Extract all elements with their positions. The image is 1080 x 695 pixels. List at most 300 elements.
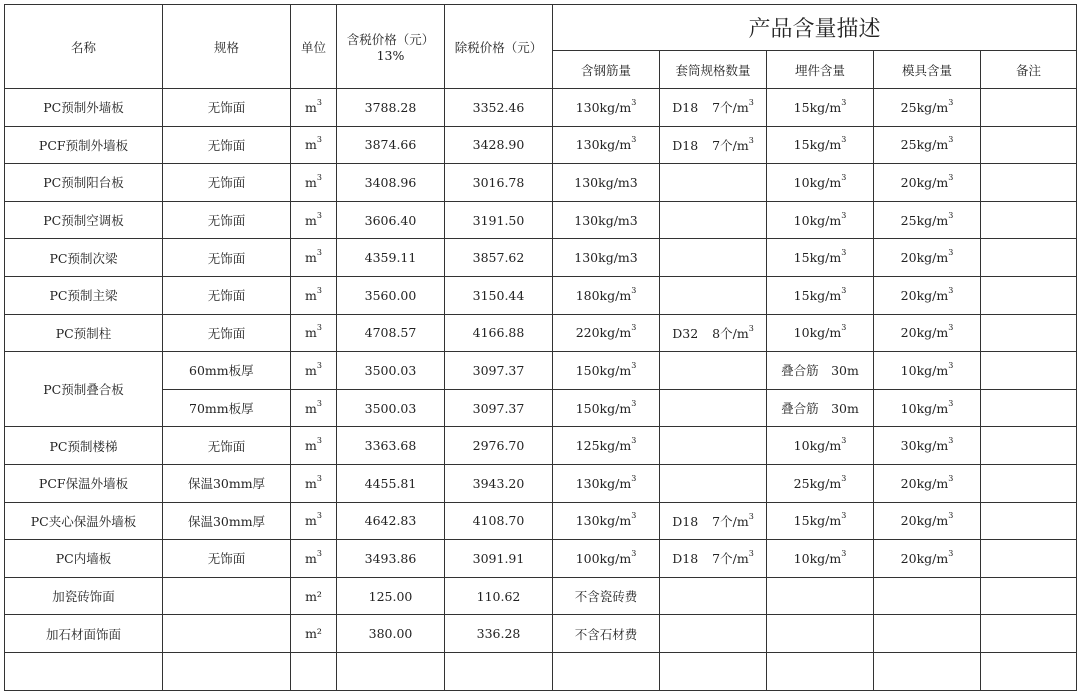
cell-note [981, 89, 1077, 127]
price-notax-text: 3097.37 [472, 362, 525, 378]
steel-base: 125kg/m [575, 438, 632, 454]
cell-embed [767, 427, 874, 465]
cell-sleeve [660, 577, 767, 615]
price-tax-text: 3493.86 [364, 550, 417, 566]
cell-price-tax [337, 89, 445, 127]
cell-steel [553, 464, 660, 502]
name-text: 加石材面饰面 [45, 626, 121, 642]
cell-name [5, 239, 163, 277]
cell-price-notax [445, 389, 553, 427]
cell-note [981, 126, 1077, 164]
cell-mold [874, 276, 981, 314]
cell-sleeve [660, 201, 767, 239]
cell-price-notax [445, 201, 553, 239]
cell-unit [291, 352, 337, 390]
cell-sleeve [660, 652, 767, 690]
cell-note [981, 239, 1077, 277]
cell-unit [291, 389, 337, 427]
cell-price-notax [445, 652, 553, 690]
steel-base: 130kg/m [575, 475, 632, 491]
spec-text: 无饰面 [207, 551, 246, 567]
cell-steel [553, 652, 660, 690]
steel-exp: 3 [631, 135, 637, 145]
cell-note [981, 314, 1077, 352]
name-text: PC预制次梁 [49, 250, 118, 266]
spec-text: 60mm板厚 [189, 363, 254, 379]
cell-sleeve [660, 615, 767, 653]
unit-base: m [305, 400, 317, 416]
table-row [5, 239, 1077, 277]
cell-price-tax [337, 314, 445, 352]
embed-base: 10kg/m [793, 174, 842, 190]
table-row [5, 201, 1077, 239]
unit-exp: 3 [316, 473, 322, 483]
sleeve-exp: 3 [748, 135, 754, 145]
spec-text: 无饰面 [207, 438, 246, 454]
unit-exp: 3 [316, 436, 322, 446]
embed-exp: 3 [841, 473, 847, 483]
spec-text: 无饰面 [207, 325, 246, 341]
mold-base: 30kg/m [900, 438, 949, 454]
mold-base: 20kg/m [900, 550, 949, 566]
header-name: 名称 [5, 5, 163, 89]
price-notax-text: 3091.91 [472, 550, 525, 566]
unit-exp: 3 [316, 97, 322, 107]
embed-exp: 3 [841, 323, 847, 333]
cell-spec [163, 239, 291, 277]
cell-mold [874, 389, 981, 427]
unit-exp: 3 [316, 172, 322, 182]
embed-base: 10kg/m [793, 438, 842, 454]
cell-spec [163, 577, 291, 615]
unit-base: m [305, 550, 317, 566]
unit-exp: 3 [316, 285, 322, 295]
cell-name [5, 577, 163, 615]
price-notax-text: 2976.70 [472, 438, 525, 454]
table-row [5, 164, 1077, 202]
cell-mold [874, 201, 981, 239]
cell-mold [874, 314, 981, 352]
spec-text: 无饰面 [207, 137, 246, 153]
sleeve-exp: 3 [748, 511, 754, 521]
sleeve-exp: 3 [748, 323, 754, 333]
embed-exp: 3 [841, 210, 847, 220]
price-notax-text: 4108.70 [472, 513, 525, 529]
embed-base: 10kg/m [793, 212, 842, 228]
cell-price-notax [445, 540, 553, 578]
cell-price-notax [445, 615, 553, 653]
price-tax-text: 3363.68 [364, 438, 417, 454]
name-text: PC预制柱 [55, 325, 112, 341]
unit-exp: 3 [316, 511, 322, 521]
steel-base: 130kg/m [575, 99, 632, 115]
name-text: PC预制叠合板 [43, 382, 124, 398]
name-text: PC预制阳台板 [43, 175, 124, 191]
mold-base: 20kg/m [900, 513, 949, 529]
steel-base: 不含瓷砖费 [574, 589, 638, 605]
price-tax-text: 3408.96 [364, 174, 417, 190]
cell-steel [553, 502, 660, 540]
name-text: PC预制楼梯 [49, 438, 118, 454]
cell-steel [553, 540, 660, 578]
cell-name [5, 201, 163, 239]
unit-exp: 3 [316, 398, 322, 408]
steel-exp: 3 [631, 97, 637, 107]
price-notax-text: 3016.78 [472, 174, 525, 190]
steel-exp: 3 [631, 360, 637, 370]
cell-price-tax [337, 352, 445, 390]
mold-exp: 3 [948, 398, 954, 408]
price-tax-text: 4455.81 [364, 475, 417, 491]
price-tax-text: 3500.03 [364, 400, 417, 416]
embed-exp: 3 [841, 97, 847, 107]
table-row [5, 540, 1077, 578]
embed-exp: 3 [841, 548, 847, 558]
mold-exp: 3 [948, 172, 954, 182]
steel-base: 不含石材费 [574, 626, 638, 642]
price-tax-text: 4642.83 [364, 513, 417, 529]
cell-unit [291, 201, 337, 239]
cell-price-tax [337, 389, 445, 427]
embed-base: 15kg/m [793, 513, 842, 529]
steel-base: 180kg/m [575, 287, 632, 303]
cell-sleeve [660, 502, 767, 540]
unit-base: m [305, 99, 317, 115]
cell-spec [163, 652, 291, 690]
cell-unit [291, 239, 337, 277]
header-price-tax-title: 含税价格（元） [346, 32, 435, 47]
unit-base: m [305, 325, 317, 341]
cell-name [5, 464, 163, 502]
spec-text: 无饰面 [207, 175, 246, 191]
unit-base: m [305, 513, 317, 529]
header-embed: 埋件含量 [767, 51, 874, 89]
cell-embed [767, 464, 874, 502]
mold-base: 20kg/m [900, 325, 949, 341]
price-tax-text: 3788.28 [364, 99, 417, 115]
embed-base: 10kg/m [793, 325, 842, 341]
steel-exp: 3 [631, 398, 637, 408]
price-tax-text: 4359.11 [364, 250, 417, 266]
embed-exp: 3 [841, 172, 847, 182]
cell-spec [163, 276, 291, 314]
cell-embed [767, 352, 874, 390]
cell-unit [291, 615, 337, 653]
spec-text: 保温30mm厚 [187, 476, 266, 492]
cell-name [5, 164, 163, 202]
name-text: PC预制外墙板 [43, 100, 124, 116]
unit-exp: 3 [316, 548, 322, 558]
cell-name [5, 652, 163, 690]
unit-exp: 3 [316, 135, 322, 145]
price-table [4, 4, 1077, 691]
embed-exp: 3 [841, 248, 847, 258]
cell-note [981, 427, 1077, 465]
embed-base: 叠合筋 30m [781, 401, 859, 417]
table-row [5, 652, 1077, 690]
cell-unit [291, 502, 337, 540]
cell-spec [163, 126, 291, 164]
cell-price-notax [445, 164, 553, 202]
cell-spec [163, 502, 291, 540]
mold-base: 10kg/m [900, 362, 949, 378]
mold-exp: 3 [948, 285, 954, 295]
cell-note [981, 652, 1077, 690]
header-price-tax [337, 5, 445, 89]
unit-base: m [305, 287, 317, 303]
cell-embed [767, 502, 874, 540]
mold-exp: 3 [948, 323, 954, 333]
cell-sleeve [660, 164, 767, 202]
cell-unit [291, 577, 337, 615]
cell-steel [553, 577, 660, 615]
cell-spec [163, 89, 291, 127]
cell-note [981, 615, 1077, 653]
cell-sleeve [660, 314, 767, 352]
unit-exp: 3 [316, 323, 322, 333]
cell-price-tax [337, 502, 445, 540]
embed-exp: 3 [841, 135, 847, 145]
table-body [5, 89, 1077, 691]
cell-note [981, 201, 1077, 239]
header-mold: 模具含量 [874, 51, 981, 89]
price-notax-text: 110.62 [476, 588, 521, 604]
cell-unit [291, 652, 337, 690]
mold-exp: 3 [948, 548, 954, 558]
table-row [5, 427, 1077, 465]
price-notax-text: 3097.37 [472, 400, 525, 416]
sleeve-count: 8个/m [712, 325, 749, 341]
mold-base: 20kg/m [900, 475, 949, 491]
table-row [5, 89, 1077, 127]
embed-base: 25kg/m [793, 475, 842, 491]
cell-mold [874, 126, 981, 164]
steel-exp: 3 [631, 548, 637, 558]
steel-exp: 3 [631, 436, 637, 446]
steel-base: 100kg/m [575, 550, 632, 566]
cell-price-notax [445, 427, 553, 465]
cell-mold [874, 89, 981, 127]
mold-exp: 3 [948, 248, 954, 258]
mold-base: 10kg/m [900, 400, 949, 416]
price-notax-text: 3428.90 [472, 137, 525, 153]
cell-unit [291, 464, 337, 502]
cell-price-notax [445, 276, 553, 314]
cell-spec [163, 464, 291, 502]
cell-price-notax [445, 126, 553, 164]
unit-exp: 3 [316, 360, 322, 370]
cell-steel [553, 427, 660, 465]
cell-mold [874, 540, 981, 578]
unit-exp: 3 [316, 248, 322, 258]
embed-exp: 3 [841, 511, 847, 521]
name-text: PC预制主梁 [49, 288, 118, 304]
header-price-notax: 除税价格（元） [445, 5, 553, 89]
mold-base: 25kg/m [900, 137, 949, 153]
embed-base: 15kg/m [793, 250, 842, 266]
cell-embed [767, 89, 874, 127]
cell-spec [163, 427, 291, 465]
cell-steel [553, 239, 660, 277]
unit-base: m [305, 250, 317, 266]
sleeve-spec: D18 [672, 100, 699, 116]
cell-steel [553, 164, 660, 202]
unit-exp: 3 [316, 210, 322, 220]
price-tax-text: 3560.00 [364, 287, 417, 303]
spec-text: 无饰面 [207, 100, 246, 116]
cell-unit [291, 314, 337, 352]
cell-price-notax [445, 314, 553, 352]
unit-base: m² [305, 626, 322, 642]
cell-note [981, 540, 1077, 578]
cell-embed [767, 652, 874, 690]
steel-exp: 3 [631, 285, 637, 295]
cell-price-tax [337, 201, 445, 239]
steel-base: 130kg/m3 [574, 174, 638, 190]
price-tax-text: 3874.66 [364, 137, 417, 153]
cell-price-notax [445, 577, 553, 615]
table-row [5, 389, 1077, 427]
sleeve-count: 7个/m [712, 513, 749, 529]
table-row [5, 502, 1077, 540]
sleeve-exp: 3 [748, 549, 754, 559]
mold-exp: 3 [948, 97, 954, 107]
mold-base: 20kg/m [900, 250, 949, 266]
sleeve-spec: D32 [672, 325, 699, 341]
price-tax-text: 380.00 [368, 626, 413, 642]
table-row [5, 577, 1077, 615]
embed-base: 10kg/m [793, 550, 842, 566]
mold-base: 25kg/m [900, 99, 949, 115]
cell-name [5, 126, 163, 164]
mold-exp: 3 [948, 210, 954, 220]
cell-price-tax [337, 276, 445, 314]
header-note: 备注 [981, 51, 1077, 89]
table-row [5, 615, 1077, 653]
cell-embed [767, 239, 874, 277]
cell-embed [767, 164, 874, 202]
cell-price-tax [337, 239, 445, 277]
mold-exp: 3 [948, 473, 954, 483]
name-text: 加瓷砖饰面 [52, 589, 115, 605]
cell-name [5, 540, 163, 578]
mold-exp: 3 [948, 360, 954, 370]
price-notax-text: 3352.46 [472, 99, 525, 115]
cell-spec [163, 164, 291, 202]
cell-steel [553, 615, 660, 653]
mold-base: 20kg/m [900, 174, 949, 190]
cell-spec [163, 389, 291, 427]
cell-steel [553, 126, 660, 164]
cell-sleeve [660, 389, 767, 427]
mold-exp: 3 [948, 135, 954, 145]
cell-embed [767, 577, 874, 615]
steel-base: 130kg/m3 [574, 212, 638, 228]
mold-exp: 3 [948, 511, 954, 521]
steel-base: 150kg/m [575, 400, 632, 416]
cell-spec [163, 540, 291, 578]
price-notax-text: 3191.50 [472, 212, 525, 228]
cell-note [981, 164, 1077, 202]
cell-mold [874, 164, 981, 202]
sleeve-count: 7个/m [712, 551, 749, 567]
embed-base: 15kg/m [793, 287, 842, 303]
steel-base: 150kg/m [575, 362, 632, 378]
cell-price-notax [445, 502, 553, 540]
header-desc-group: 产品含量描述 [553, 5, 1077, 51]
cell-price-notax [445, 464, 553, 502]
cell-note [981, 502, 1077, 540]
cell-sleeve [660, 276, 767, 314]
cell-spec [163, 352, 291, 390]
cell-unit [291, 276, 337, 314]
header-sleeve: 套筒规格数量 [660, 51, 767, 89]
cell-spec [163, 314, 291, 352]
embed-exp: 3 [841, 436, 847, 446]
sleeve-spec: D18 [672, 551, 699, 567]
cell-steel [553, 352, 660, 390]
name-text: PCF保温外墙板 [38, 476, 129, 492]
cell-name [5, 352, 163, 427]
spec-text: 无饰面 [207, 250, 246, 266]
spec-text: 保温30mm厚 [187, 513, 266, 529]
mold-base: 20kg/m [900, 287, 949, 303]
sleeve-spec: D18 [672, 513, 699, 529]
sleeve-count: 7个/m [712, 137, 749, 153]
sleeve-exp: 3 [748, 98, 754, 108]
spec-text: 无饰面 [207, 288, 246, 304]
table-row [5, 314, 1077, 352]
price-notax-text: 3943.20 [472, 475, 525, 491]
cell-note [981, 276, 1077, 314]
cell-sleeve [660, 126, 767, 164]
cell-sleeve [660, 540, 767, 578]
embed-exp: 3 [841, 285, 847, 295]
price-tax-text: 3500.03 [364, 362, 417, 378]
price-notax-text: 3857.62 [472, 250, 525, 266]
cell-price-tax [337, 540, 445, 578]
cell-unit [291, 89, 337, 127]
price-tax-text: 125.00 [368, 588, 413, 604]
price-tax-text: 4708.57 [364, 325, 417, 341]
cell-embed [767, 615, 874, 653]
header-unit: 单位 [291, 5, 337, 89]
cell-embed [767, 314, 874, 352]
steel-exp: 3 [631, 511, 637, 521]
steel-exp: 3 [631, 323, 637, 333]
unit-base: m [305, 137, 317, 153]
name-text: PC内墙板 [55, 551, 112, 567]
unit-base: m² [305, 588, 322, 604]
steel-exp: 3 [631, 473, 637, 483]
price-notax-text: 3150.44 [472, 287, 525, 303]
cell-embed [767, 201, 874, 239]
name-text: PC夹心保温外墙板 [30, 513, 137, 529]
cell-price-notax [445, 239, 553, 277]
cell-unit [291, 126, 337, 164]
cell-unit [291, 427, 337, 465]
cell-spec [163, 201, 291, 239]
unit-base: m [305, 174, 317, 190]
cell-name [5, 276, 163, 314]
table-row [5, 276, 1077, 314]
cell-steel [553, 201, 660, 239]
cell-mold [874, 502, 981, 540]
cell-sleeve [660, 352, 767, 390]
cell-steel [553, 276, 660, 314]
header-price-tax-rate: 13% [376, 48, 405, 63]
unit-base: m [305, 362, 317, 378]
